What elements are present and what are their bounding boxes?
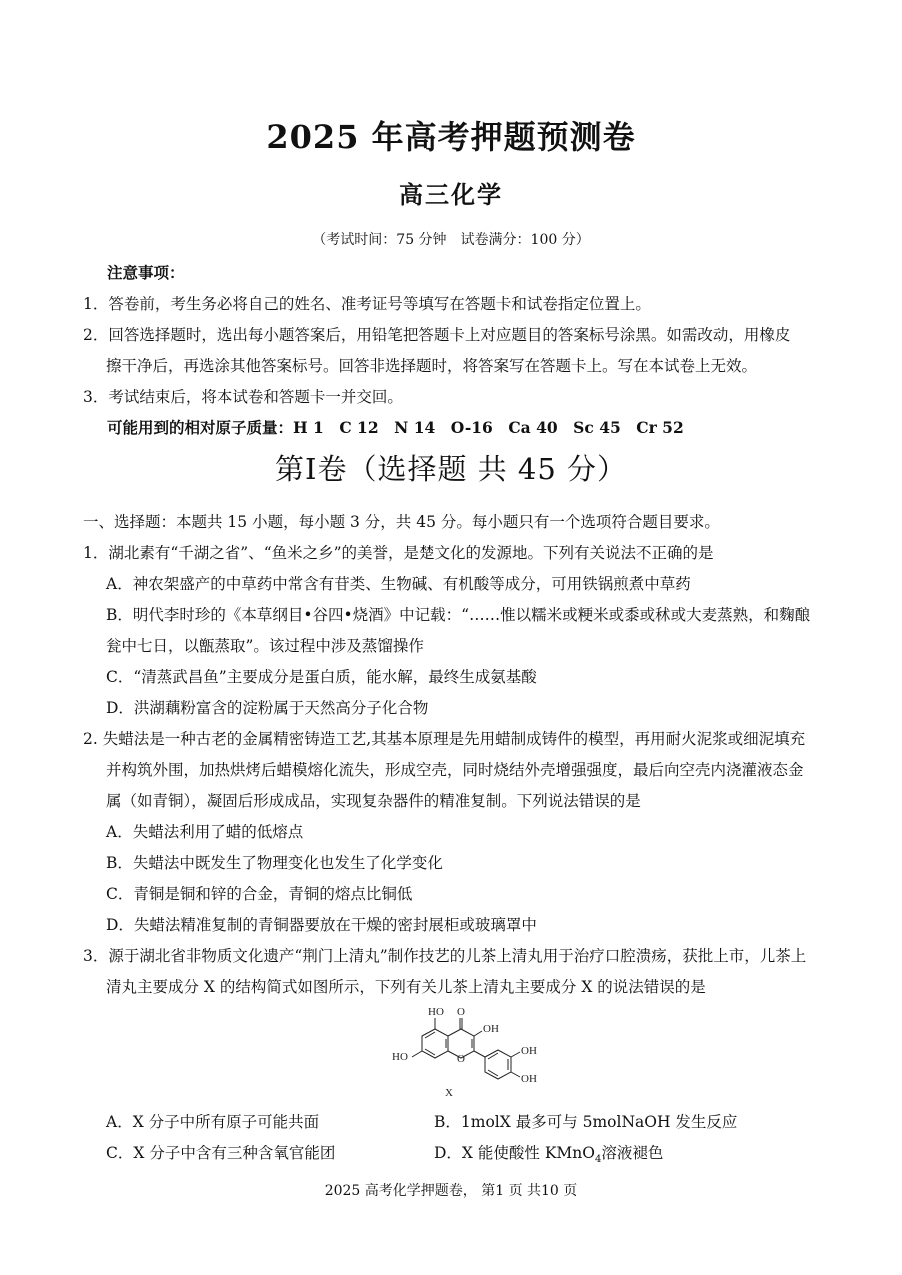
q3-option-d-subscript: 4 — [594, 1154, 602, 1166]
q1-option-b-cont: 瓮中七日，以甑蒸取”。该过程中涉及蒸馏操作 — [106, 637, 424, 655]
q3-option-d-text: D．X 能使酸性 KMnO — [434, 1144, 595, 1162]
section-title: 第Ⅰ卷（选择题 共 45 分） — [274, 452, 627, 486]
q2-option-c: C．青铜是铜和锌的合金，青铜的熔点比铜低 — [106, 885, 413, 903]
note-item-1: 1．答卷前，考生务必将自己的姓名、准考证号等填写在答题卡和试卷指定位置上。 — [83, 295, 651, 313]
q1-stem: 1．湖北素有“千湖之省”、“鱼米之乡”的美誉，是楚文化的发源地。下列有关说法不正确的是 — [83, 544, 714, 562]
q3-option-d — [434, 1141, 663, 1165]
section-instruction: 一、选择题：本题共 15 小题，每小题 3 分，共 45 分。每小题只有一个选项符合题目要求。 — [83, 513, 720, 531]
page-title: 2025 年高考押题预测卷 — [266, 118, 636, 156]
q1-option-a: A．神农架盛产的中草药中常含有苷类、生物碱、有机酸等成分，可用铁锅煎煮中草药 — [106, 575, 691, 593]
note-item-3: 3．考试结束后，将本试卷和答题卡一并交回。 — [83, 388, 403, 406]
label-o: O — [457, 1053, 465, 1065]
q3-option-b: B．1molX 最多可与 5molNaOH 发生反应 — [434, 1113, 738, 1131]
atomic-mass-line: 可能用到的相对原子质量：H 1 C 12 N 14 O-16 Ca 40 Sc 45 Cr 52 — [107, 418, 684, 437]
label-oh: OH — [521, 1045, 537, 1057]
structure-label: X — [445, 1087, 453, 1099]
note-item-2: 2．回答选择题时，选出每小题答案后，用铅笔把答题卡上对应题目的答案标号涂黑。如需改动，用橡皮 — [83, 326, 791, 344]
q2-option-a: A．失蜡法利用了蜡的低熔点 — [106, 823, 304, 841]
label-o: O — [457, 1006, 465, 1018]
q2-option-d: D．失蜡法精准复制的青铜器要放在干燥的密封展柜或玻璃罩中 — [106, 916, 537, 934]
q1-option-c: C．“清蒸武昌鱼”主要成分是蛋白质，能水解，最终生成氨基酸 — [106, 668, 537, 686]
label-ho: HO — [392, 1051, 408, 1063]
q1-option-d: D．洪湖藕粉富含的淀粉属于天然高分子化合物 — [106, 699, 429, 717]
q2-option-b: B．失蜡法中既发生了物理变化也发生了化学变化 — [106, 854, 443, 872]
q3-option-a: A．X 分子中所有原子可能共面 — [106, 1113, 320, 1131]
structure-formula-x — [384, 1000, 544, 1100]
note-item-2-cont: 擦干净后，再选涂其他答案标号。回答非选择题时，将答案写在答题卡上。写在本试卷上无效。 — [106, 357, 758, 375]
label-oh: OH — [521, 1073, 537, 1085]
q1-option-b: B．明代李时珍的《本草纲目•谷四•烧酒》中记载：“……惟以糯米或粳米或黍或秫或大麦蒸熟，和麴酿 — [106, 606, 811, 624]
q3-option-c: C．X 分子中含有三种含氧官能团 — [106, 1144, 336, 1162]
q2-stem: 2. 失蜡法是一种古老的金属精密铸造工艺,其基本原理是先用蜡制成铸件的模型，再用耐火泥浆或细泥填充 — [83, 730, 806, 748]
label-oh: HO — [428, 1006, 444, 1018]
q2-stem-cont-2: 属（如青铜），凝固后形成成品，实现复杂器件的精准复制。下列说法错误的是 — [106, 792, 641, 810]
notes-heading: 注意事项： — [107, 263, 185, 282]
q3-stem: 3．源于湖北省非物质文化遗产“荆门上清丸”制作技艺的儿茶上清丸用于治疗口腔溃疡，获批上市，儿茶上 — [83, 947, 807, 965]
page-footer: 2025 高考化学押题卷， 第1 页 共10 页 — [324, 1183, 578, 1199]
label-oh: OH — [483, 1023, 499, 1035]
subject-title: 高三化学 — [399, 180, 503, 209]
q3-stem-cont: 清丸主要成分 X 的结构简式如图所示，下列有关儿茶上清丸主要成分 X 的说法错误的是 — [106, 978, 706, 996]
exam-info: （考试时间：75 分钟 试卷满分：100 分） — [312, 232, 590, 248]
q2-stem-cont-1: 并构筑外围，加热烘烤后蜡模熔化流失，形成空壳，同时烧结外壳增强强度，最后向空壳内浇灌液态金 — [106, 761, 804, 779]
q3-option-d-text-end: 溶液褪色 — [601, 1144, 664, 1162]
